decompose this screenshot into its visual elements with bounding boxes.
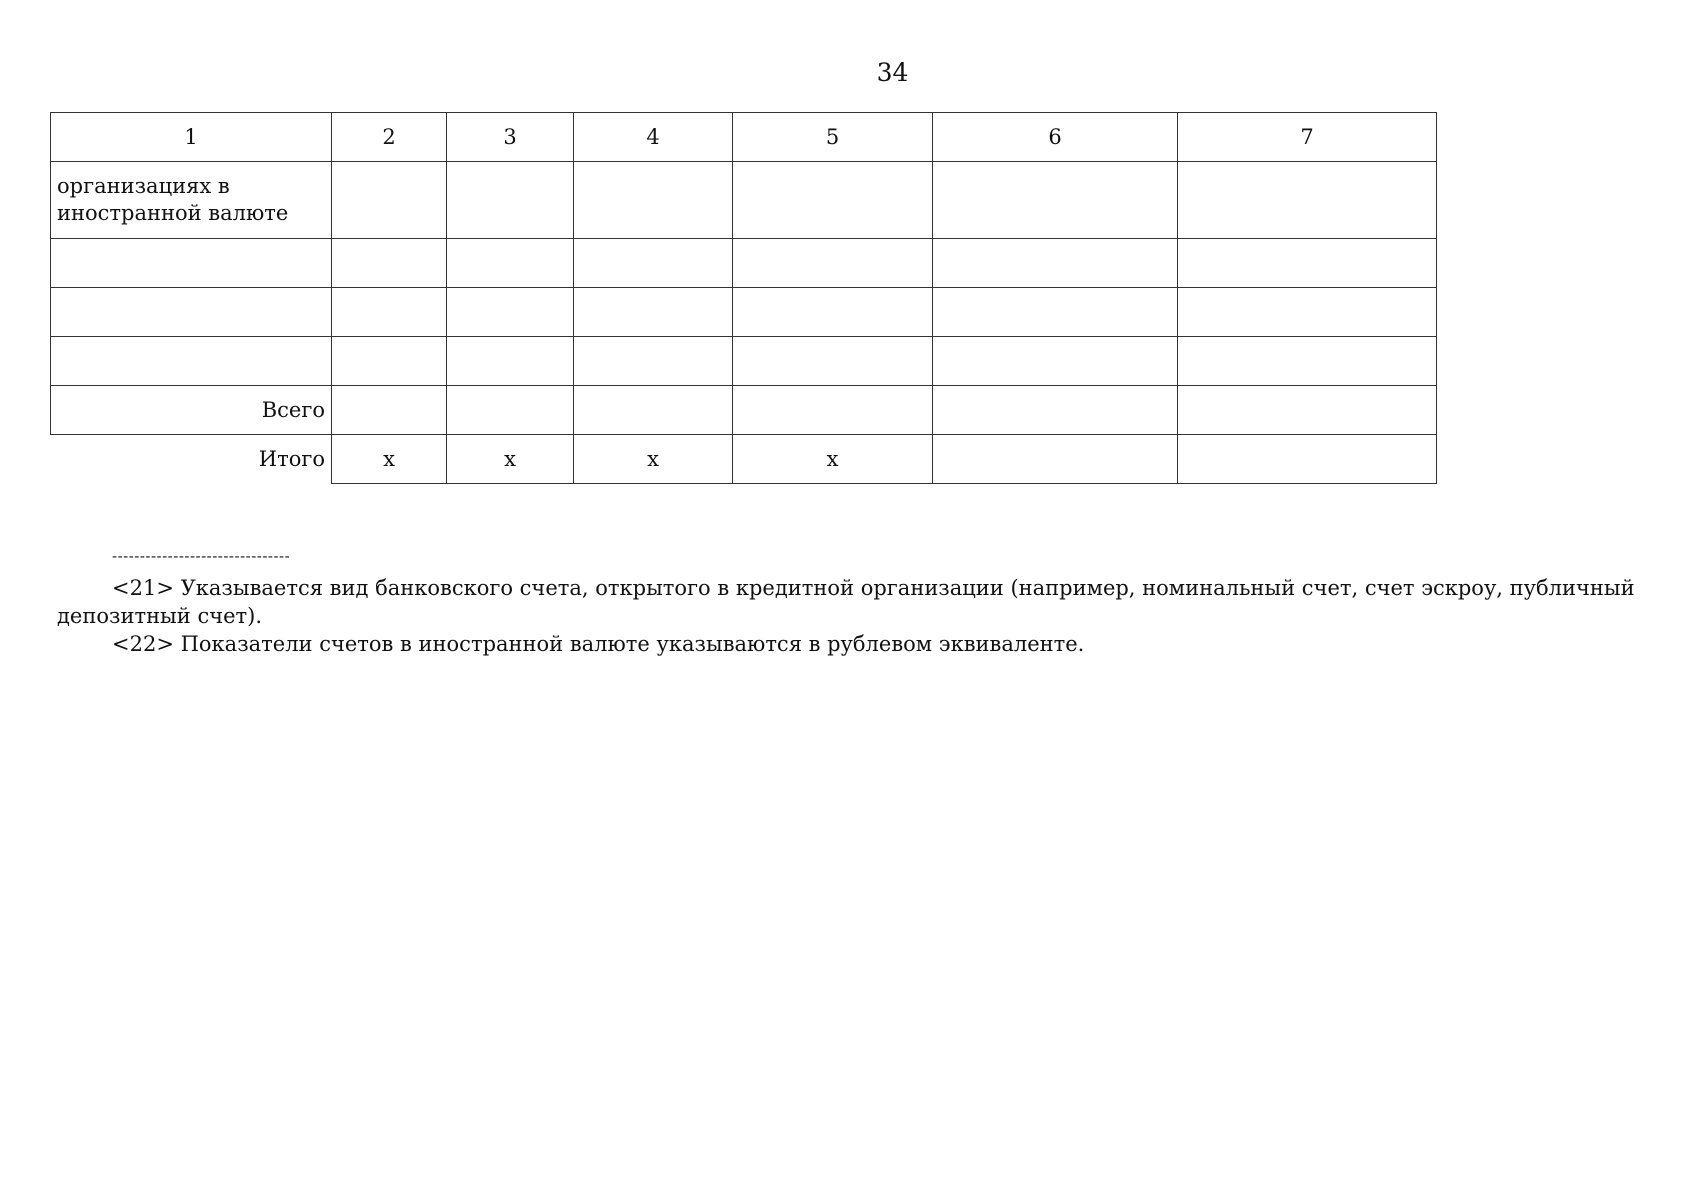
table-cell [933,162,1178,239]
table-cell [332,162,447,239]
table-cell [1178,435,1437,484]
table-cell [933,386,1178,435]
table-cell [574,288,733,337]
table-cell [574,386,733,435]
table-cell [733,239,933,288]
grand-total-mark: x [332,435,447,484]
column-header: 6 [933,113,1178,162]
table-cell [733,288,933,337]
table-cell [733,162,933,239]
table-row [51,162,1437,239]
column-header: 2 [332,113,447,162]
table-cell [447,288,574,337]
footnotes [57,574,1657,658]
table-cell [933,288,1178,337]
table-cell [447,337,574,386]
table-cell [447,239,574,288]
column-header: 3 [447,113,574,162]
grand-total-mark: x [447,435,574,484]
table-cell [51,239,332,288]
grand-total-mark: x [733,435,933,484]
page-number: 34 [876,58,909,87]
accounts-table [50,112,1437,484]
table-cell [933,337,1178,386]
table-cell [1178,337,1437,386]
grand-total-mark: x [574,435,733,484]
table-cell [1178,386,1437,435]
table-cell [733,337,933,386]
row-label-org-foreign: организациях в иностранной валюте [51,162,332,239]
table-cell [933,435,1178,484]
table-cell [574,337,733,386]
total-label: Всего [51,386,332,435]
table-cell [447,162,574,239]
column-header: 5 [733,113,933,162]
table-cell [51,337,332,386]
footnote-21: <21> Указывается вид банковского счета, открытого в кредитной организации (например, номинальный счет, счет эскроу, публичный депозитный счет). [57,576,1635,628]
column-header: 4 [574,113,733,162]
table-row [51,337,1437,386]
column-header: 1 [51,113,332,162]
table-cell [1178,288,1437,337]
table-cell [447,386,574,435]
table-cell [332,337,447,386]
grand-total-label: Итого [258,447,325,472]
table-cell [332,239,447,288]
table-cell [733,386,933,435]
table-header-row [51,113,1437,162]
footnote-separator: -------------------------------- [112,547,291,565]
table-row [51,239,1437,288]
total-row [51,386,1437,435]
table-cell [51,288,332,337]
table-cell [574,162,733,239]
table-cell [332,386,447,435]
column-header: 7 [1178,113,1437,162]
table-cell [933,239,1178,288]
grand-total-row [51,435,1437,484]
table-cell [574,239,733,288]
footnote-22: <22> Показатели счетов в иностранной валюте указываются в рублевом эквиваленте. [112,632,1085,656]
table-cell [332,288,447,337]
table-row [51,288,1437,337]
table-cell [1178,239,1437,288]
table-cell [1178,162,1437,239]
